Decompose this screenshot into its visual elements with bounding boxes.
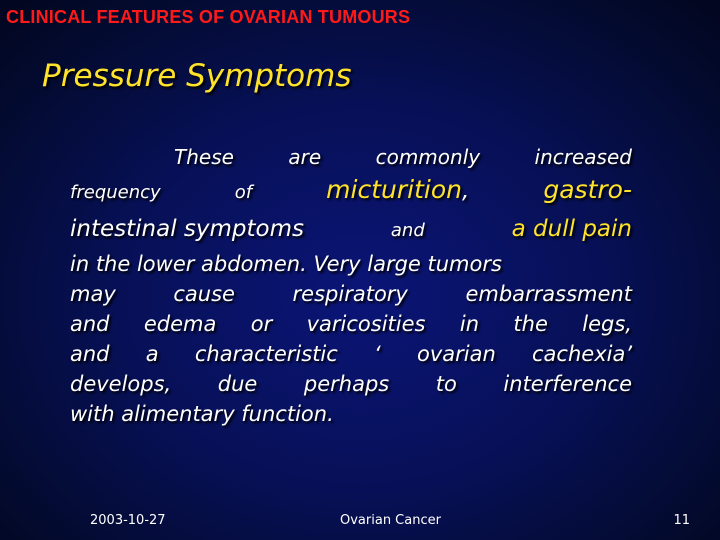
body-word: due: [217, 372, 258, 396]
body-word: or: [250, 312, 273, 336]
body-word: edema: [143, 312, 217, 336]
body-word: characteristic: [194, 342, 338, 366]
body-line-4: [70, 249, 632, 279]
body-word: may: [70, 282, 116, 306]
body-word: embarrassment: [465, 282, 632, 306]
body-phrase: in the lower abdomen. Very large tumors: [70, 252, 502, 276]
body-punctuation: ,: [461, 178, 470, 204]
body-word: cause: [173, 282, 235, 306]
body-word: and: [390, 220, 425, 241]
body-word: interference: [503, 372, 632, 396]
body-word: develops,: [70, 372, 172, 396]
body-word: frequency: [70, 182, 161, 203]
body-line-1: [70, 142, 632, 172]
body-phrase: intestinal symptoms: [70, 216, 304, 242]
body-line-8: [70, 369, 632, 399]
body-word: in: [459, 312, 480, 336]
body-line-5: [70, 279, 632, 309]
body-word: These: [174, 145, 234, 169]
body-word: to: [435, 372, 457, 396]
body-word: and: [70, 312, 110, 336]
body-word: legs,: [582, 312, 632, 336]
body-line-7: [70, 339, 632, 369]
body-word: perhaps: [303, 372, 390, 396]
highlight-phrase: a dull pain: [511, 216, 632, 242]
body-word: respiratory: [292, 282, 408, 306]
slide-body-text: [70, 142, 632, 429]
body-word: are: [288, 145, 322, 169]
body-line-9: [70, 399, 632, 429]
slide-heading: Pressure Symptoms: [42, 58, 352, 94]
footer-date: 2003-10-27: [90, 513, 166, 528]
body-line-2: [70, 172, 632, 211]
body-word: increased: [534, 145, 632, 169]
body-line-3: [70, 211, 632, 249]
slide-number: 11: [673, 513, 690, 528]
footer-title: Ovarian Cancer: [340, 513, 441, 528]
body-phrase: with alimentary function.: [70, 402, 334, 426]
body-word: cachexia’: [532, 342, 632, 366]
body-word: ovarian: [416, 342, 496, 366]
body-word: commonly: [375, 145, 481, 169]
highlight-word: micturition: [326, 175, 462, 204]
body-word: and: [70, 342, 110, 366]
highlight-micturition: [326, 172, 469, 210]
body-line-6: [70, 309, 632, 339]
body-word: of: [234, 182, 253, 203]
body-word: varicosities: [306, 312, 426, 336]
slide-header-title: CLINICAL FEATURES OF OVARIAN TUMOURS: [6, 7, 411, 27]
body-word: a: [145, 342, 159, 366]
highlight-word: gastro-: [543, 175, 632, 204]
body-word: ‘: [374, 342, 381, 366]
body-word: the: [513, 312, 548, 336]
